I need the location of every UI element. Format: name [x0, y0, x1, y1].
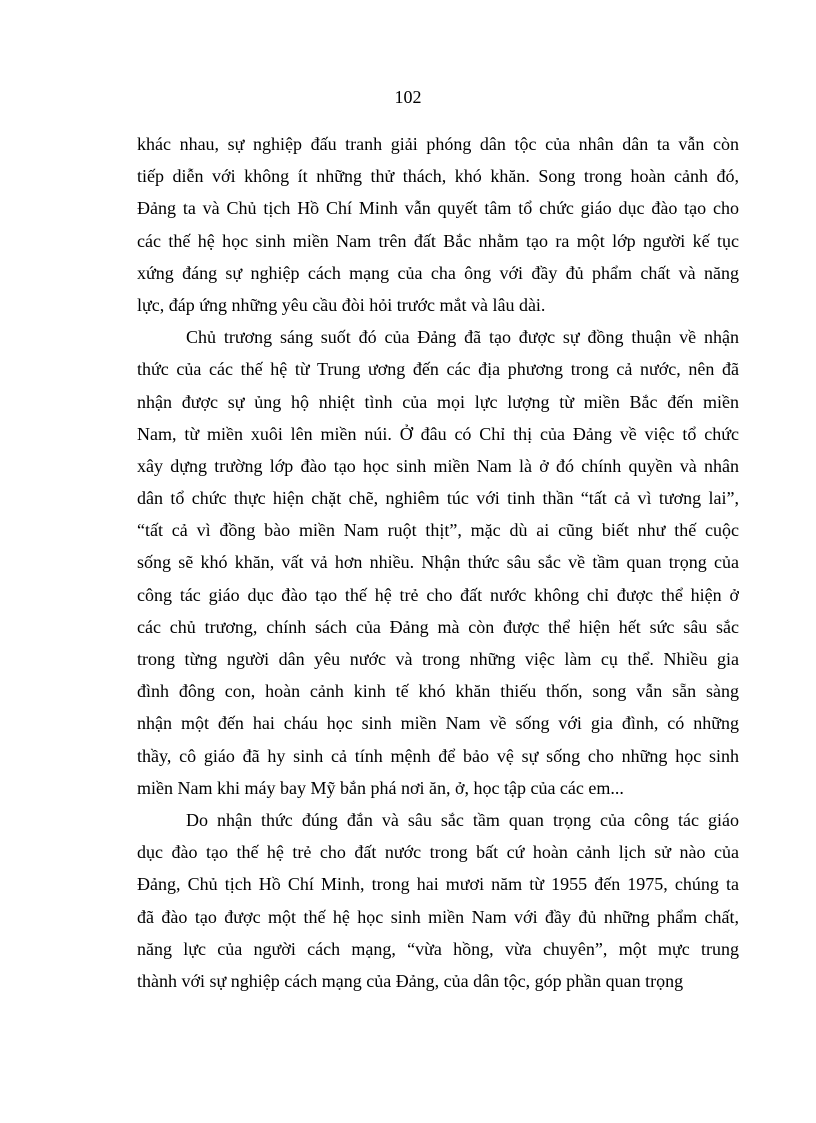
text-line: xây dựng trường lớp đào tạo học sinh miền Nam là ở đó chính quyền và nhân — [137, 455, 739, 476]
text-line: khác nhau, sự nghiệp đấu tranh giải phóng dân tộc của nhân dân ta vẫn còn — [137, 134, 739, 154]
text-line: đình đông con, hoàn cảnh kinh tế khó khăn thiếu thốn, song vẫn sẵn sàng — [137, 681, 739, 702]
paragraph-3 — [137, 804, 739, 997]
paragraph-2 — [137, 321, 739, 804]
paragraph-1 — [137, 128, 739, 321]
text-line: nhận một đến hai cháu học sinh miền Nam về sống với gia đình, có những — [137, 713, 739, 734]
text-line: các thế hệ học sinh miền Nam trên đất Bắc nhằm tạo ra một lớp người kế tục — [137, 230, 739, 251]
text-line: tiếp diễn với không ít những thử thách, khó khăn. Song trong hoàn cảnh đó, — [137, 166, 739, 187]
text-line: công tác giáo dục đào tạo thế hệ trẻ cho đất nước không chỉ được thể hiện ở — [137, 584, 739, 605]
text-line: Do nhận thức đúng đắn và sâu sắc tầm quan trọng của công tác giáo — [186, 809, 739, 830]
text-line: dân tổ chức thực hiện chặt chẽ, nghiêm túc với tinh thần “tất cả vì tương lai”, — [137, 488, 739, 509]
text-line: thầy, cô giáo đã hy sinh cả tính mệnh để bảo vệ sự sống cho những học sinh — [137, 745, 739, 766]
text-line: lực, đáp ứng những yêu cầu đòi hỏi trước mắt và lâu dài. — [137, 294, 546, 315]
text-line: “tất cả vì đồng bào miền Nam ruột thịt”, mặc dù ai cũng biết như thế cuộc — [137, 520, 739, 541]
text-line: xứng đáng sự nghiệp cách mạng của cha ông với đầy đủ phẩm chất và năng — [137, 262, 739, 283]
text-line: Chủ trương sáng suốt đó của Đảng đã tạo được sự đồng thuận về nhận — [186, 327, 739, 348]
text-line: năng lực của người cách mạng, “vừa hồng, vừa chuyên”, một mực trung — [137, 938, 739, 959]
page-number: 102 — [394, 87, 422, 107]
text-line: miền Nam khi máy bay Mỹ bắn phá nơi ăn, ở, học tập của các em... — [137, 777, 624, 798]
text-line: trong từng người dân yêu nước và trong những việc làm cụ thể. Nhiều gia — [137, 649, 739, 669]
text-line: Nam, từ miền xuôi lên miền núi. Ở đâu có Chỉ thị của Đảng về việc tổ chức — [137, 423, 739, 444]
text-line: nhận được sự ủng hộ nhiệt tình của mọi lực lượng từ miền Bắc đến miền — [137, 391, 739, 412]
body-text — [137, 128, 739, 997]
text-line: Đảng, Chủ tịch Hồ Chí Minh, trong hai mươi năm từ 1955 đến 1975, chúng ta — [137, 874, 739, 895]
text-line: dục đào tạo thế hệ trẻ cho đất nước trong bất cứ hoàn cảnh lịch sử nào của — [137, 842, 739, 863]
text-line: thành với sự nghiệp cách mạng của Đảng, của dân tộc, góp phần quan trọng — [137, 970, 684, 991]
text-line: các chủ trương, chính sách của Đảng mà còn được thể hiện hết sức sâu sắc — [137, 616, 739, 637]
text-line: đã đào tạo được một thế hệ học sinh miền Nam với đầy đủ những phẩm chất, — [137, 906, 739, 927]
text-line: sống sẽ khó khăn, vất vả hơn nhiều. Nhận thức sâu sắc về tầm quan trọng của — [137, 552, 739, 573]
text-line: Đảng ta và Chủ tịch Hồ Chí Minh vẫn quyết tâm tổ chức giáo dục đào tạo cho — [137, 198, 739, 219]
text-line: thức của các thế hệ từ Trung ương đến các địa phương trong cả nước, nên đã — [137, 359, 739, 380]
